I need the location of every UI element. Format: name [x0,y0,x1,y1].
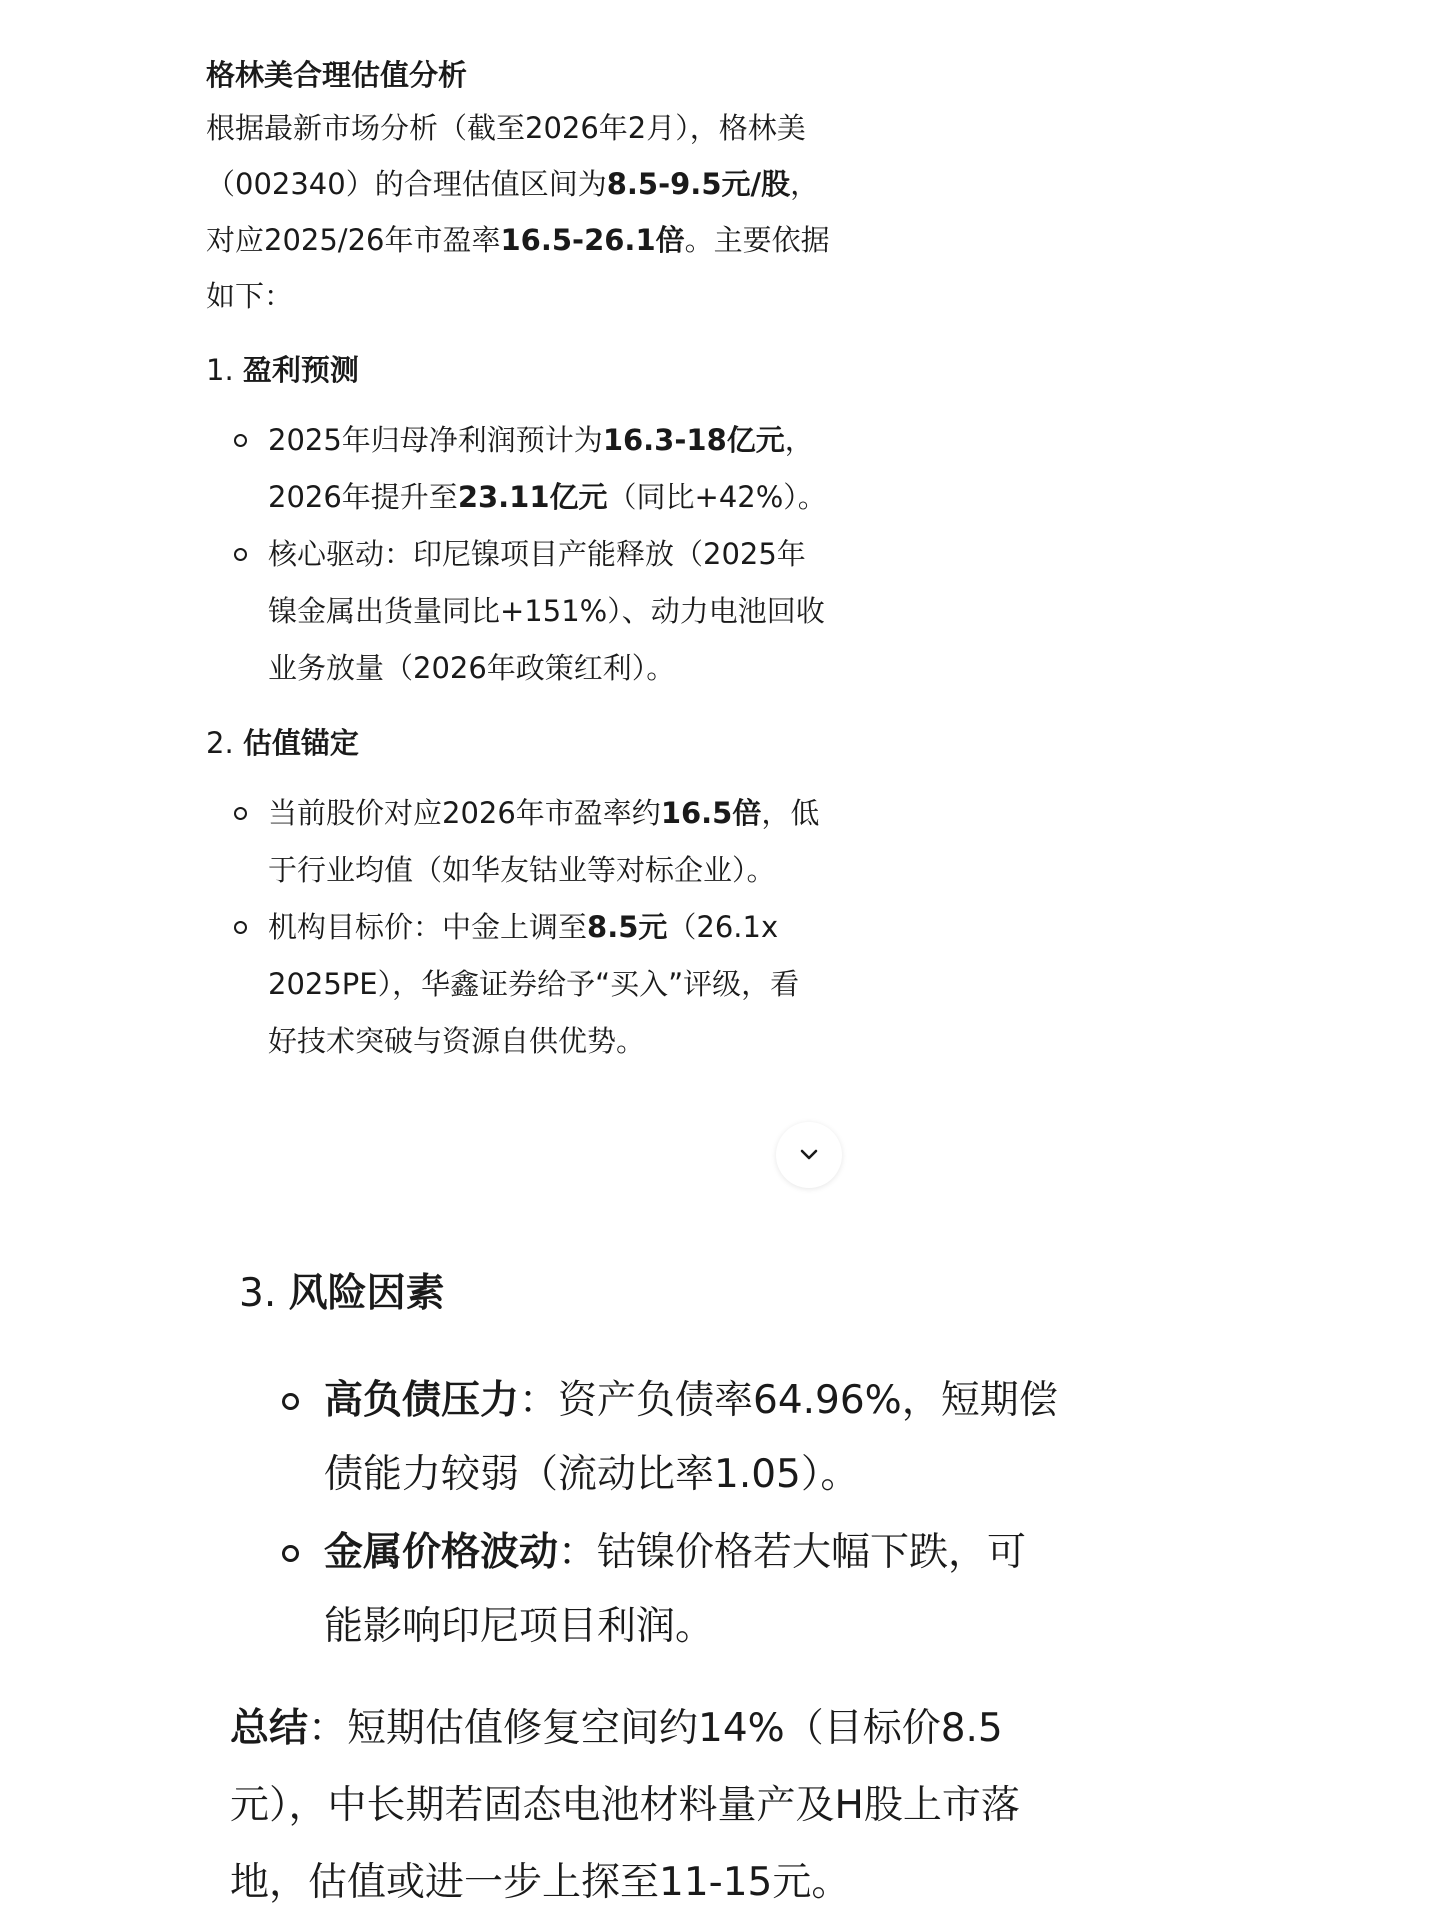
intro-text-3: 。主要依据如下： [206,223,830,313]
section-number: 2. [206,726,234,760]
section-1-list [206,412,866,697]
list-item [268,526,828,697]
item-text: 2025年归母净利润预计为 [268,423,603,457]
item-text: ：钴镍价格若大幅下跌，可能影响印尼项目利润。 [324,1530,1027,1649]
item-text: 当前股价对应2026年市盈率约 [268,796,661,830]
section-name: 估值锚定 [242,726,359,760]
section-heading-3 [239,1256,1110,1332]
intro-text-2: ，对应2025/26年市盈率 [206,167,820,257]
item-bold: 23.11亿元 [457,480,608,514]
summary-text: ：短期估值修复空间约14%（目标价8.5元），中长期若固态电池材料量产及H股上市落地，估值或进一步上探至11-15元。 [230,1706,1020,1905]
chevron-down-icon [796,1142,822,1168]
article-title: 格林美合理估值分析 [206,58,468,92]
list-item [268,785,828,899]
item-text: ：资产负债率64.96%，短期偿债能力较弱（流动比率1.05）。 [324,1378,1058,1497]
summary-paragraph [230,1690,1090,1921]
list-item [324,1516,1064,1664]
section-3-list [230,1364,1110,1664]
section-number: 1. [206,353,234,387]
section-name: 风险因素 [288,1271,445,1316]
item-bold: 8.5元 [587,910,668,944]
item-text: （同比+42%）。 [607,480,827,514]
item-text: ，低于行业均值（如华友钴业等对标企业）。 [268,796,820,887]
item-text: 核心驱动：印尼镍项目产能释放（2025年镍金属出货量同比+151%）、动力电池回收业务放量（2026年政策红利）。 [268,537,825,685]
summary-label: 总结 [230,1706,309,1751]
list-item [324,1364,1064,1512]
item-text: ，2026年提升至 [268,423,814,514]
section-2-list [206,785,866,1070]
section-heading-1 [206,342,866,398]
valuation-range: 8.5-9.5元/股 [606,167,791,201]
item-text: 机构目标价：中金上调至 [268,910,588,944]
intro-paragraph [206,100,846,324]
section-heading-2 [206,715,866,771]
expand-button[interactable] [776,1122,842,1188]
section-number: 3. [239,1271,277,1316]
analysis-upper [206,50,866,1070]
pe-range: 16.5-26.1倍 [500,223,685,257]
item-bold: 16.3-18亿元 [602,423,785,457]
list-item [268,412,828,526]
list-item [268,899,828,1070]
item-bold: 16.5倍 [660,796,762,830]
intro-text-1: 根据最新市场分析（截至2026年2月），格林美（002340）的合理估值区间为 [206,111,806,201]
item-text: （26.1x 2025PE），华鑫证券给予“买入”评级，看好技术突破与资源自供优势。 [268,910,800,1058]
item-bold: 金属价格波动 [324,1530,559,1575]
analysis-lower [230,1256,1110,1921]
section-name: 盈利预测 [242,353,359,387]
item-bold: 高负债压力 [324,1378,520,1423]
